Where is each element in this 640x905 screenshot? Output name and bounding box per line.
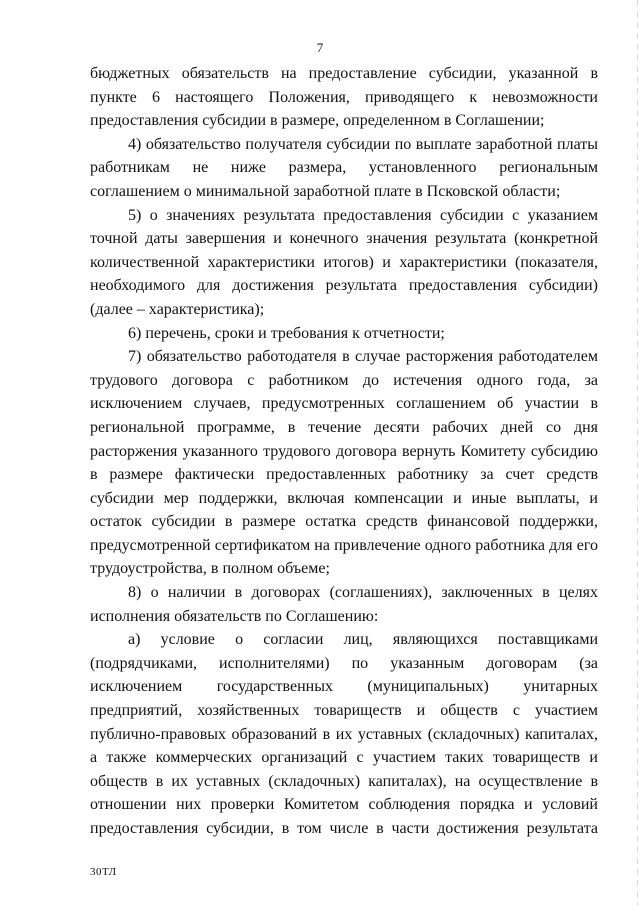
paragraph-item-8: 8) о наличии в договорах (соглашениях), заключенных в целях исполнения обязательств по Соглашению: — [90, 584, 598, 625]
paragraph-continuation: бюджетных обязательств на предоставление субсидии, указанной в пункте 6 настоящего Положения, приводящего к невозможности предоставления субсидии в размере, определенном в Соглашении; — [90, 65, 598, 130]
page-number: 7 — [316, 40, 324, 55]
document-body — [90, 62, 598, 841]
footer-code: 30ТЛ — [90, 866, 117, 878]
paragraph-item-7: 7) обязательство работодателя в случае расторжения работодателем трудового договора с работником до истечения одного года, за исключением случаев, предусмотренных соглашением об участии в региональной программе, в течение десяти рабочих дней со дня расторжения указанного трудового договора вернуть Комитету субсидию в размере фактически предоставленных работнику за счет средств субсидии мер поддержки, включая компенсации и иные выплаты, и остаток субсидии в размере остатка средств финансовой поддержки, предусмотренной сертификатом на привлечение одного работника для его трудоустройства, в полном объеме; — [90, 348, 598, 578]
scan-edge-line — [637, 0, 638, 905]
paragraph-item-5: 5) о значениях результата предоставления субсидии с указанием точной даты завершения и конечного значения результата (конкретной количественной характеристики итогов) и характеристики (показателя, необходимого для достижения результата предоставления субсидии) (далее – характеристика); — [90, 206, 598, 318]
paragraph-item-4: 4) обязательство получателя субсидии по выплате заработной платы работникам не ниже размера, установленного региональным соглашением о минимальной заработной плате в Псковской области; — [90, 135, 598, 200]
paragraph-item-8a: а) условие о согласии лиц, являющихся поставщиками (подрядчиками, исполнителями) по указанным договорам (за исключением государственных (муниципальных) унитарных предприятий, хозяйственных товариществ и обществ с участием публично-правовых образований в их уставных (складочных) капиталах, а также коммерческих организаций с участием таких товариществ и обществ в их уставных (складочных) капиталах), на осуществление в отношении них проверки Комитетом соблюдения порядка и условий предоставления субсидии, в том числе в части достижения результата — [90, 631, 598, 837]
paragraph-item-6: 6) перечень, сроки и требования к отчетности; — [128, 324, 445, 342]
